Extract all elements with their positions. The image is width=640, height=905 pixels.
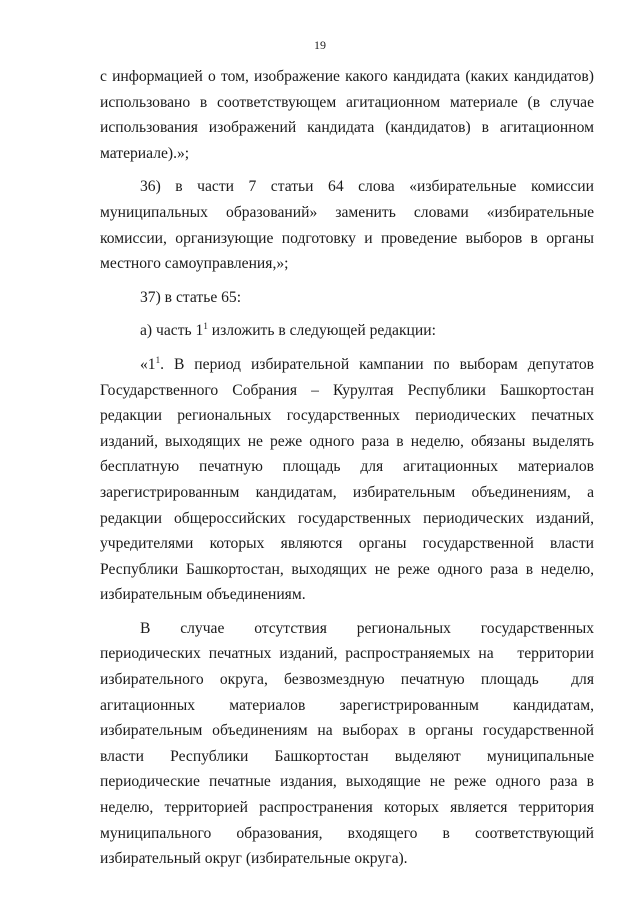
subitem-a-suffix: изложить в следующей редакции:	[207, 322, 436, 340]
subitem-a-superscript: 1	[203, 321, 208, 332]
paragraph-item-37: 37) в статье 65:	[140, 288, 242, 306]
part-1-1-superscript: 1	[155, 354, 161, 365]
part-1-1-prefix: «1	[140, 355, 156, 373]
part-1-1-text: . В период избирательной кампании по выборам депутатов Государственного Собрания – Курултая Республики Башкортостан редакции региональных государственных периодических печатных изданий, выходящих не реже одного раза в неделю, обязаны выделять бесплатную печатную площадь для агитационных материалов зарегистрированным кандидатам, избирательным объединениям, а редакции общероссийских государственных периодических изданий, учредителями которых являются органы государственной власти Республики Башкортостан, выходящих не реже одного раза в неделю, избирательным объединениям.	[100, 355, 594, 604]
paragraph-absence-case: В случае отсутствия региональных государственных периодических печатных изданий, распространяемых на территории избирательного округа, безвозмездную печатную площадь для агитационных материалов зарегистрированным кандидатам, избирательным объединениям на выборах в органы государственной власти Республики Башкортостан выделяют муниципальные периодические печатные издания, выходящие не реже одного раза в неделю, территорией распространения которых является территория муниципального образования, входящего в соответствующий избирательный округ (избирательные округа).	[100, 619, 598, 868]
paragraph-continuation: с информацией о том, изображение какого кандидата (каких кандидатов) использовано в соответствующем агитационном материале (в случае использования изображений кандидата (кандидатов) в агитационном материале).»;	[100, 68, 594, 162]
subitem-a-prefix: а) часть 1	[140, 322, 204, 340]
paragraph-subitem-a	[100, 318, 594, 344]
document-body	[100, 64, 598, 872]
paragraph-item-36: 36) в части 7 статьи 64 слова «избирательные комиссии муниципальных образований» заменить словами «избирательные комиссии, организующие подготовку и проведение выборов в органы местного самоуправления,»;	[100, 178, 594, 273]
paragraph-part-1-1	[100, 352, 594, 608]
page-number: 19	[314, 38, 326, 52]
